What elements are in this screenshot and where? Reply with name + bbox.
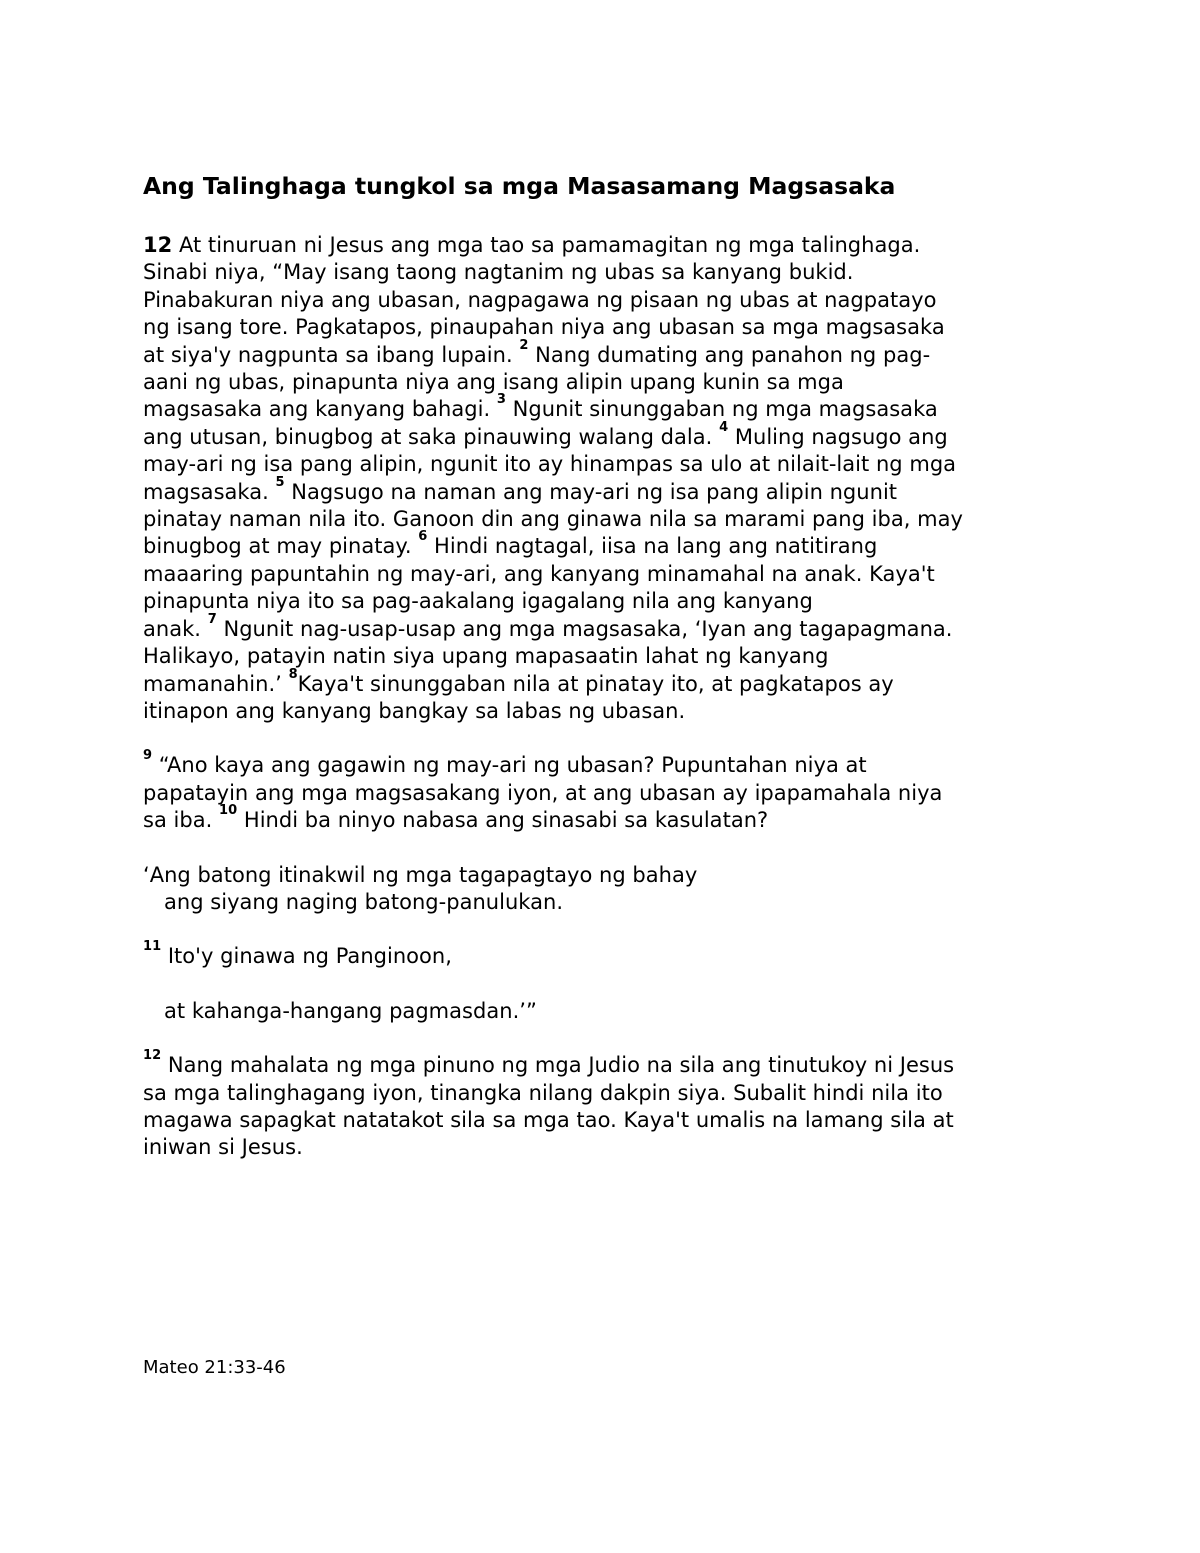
text-line: iniwan si Jesus. <box>143 1135 303 1160</box>
text-line: papatayin ang mga magsasakang iyon, at ang ubasan ay ipapamahala niya <box>143 780 943 805</box>
text-line: sa iba. $^{10}$ Hindi ba ninyo nabasa ang sinasabi sa kasulatan? <box>143 803 769 833</box>
poem-stanza-3 <box>143 998 1073 1025</box>
poem-line: ‘Ang batong itinakwil ng mga tagapagtayo ng bahay <box>143 862 698 887</box>
text-line: ang utusan, binugbog at saka pinauwing walang dala. $^4$ Muling nagsugo ang <box>143 419 948 449</box>
text-line: sa mga talinghagang iyon, tinangka nilang dakpin siya. Subalit hindi nila ito <box>143 1080 943 1105</box>
text-line: itinapon ang kanyang bangkay sa labas ng ubasan. <box>143 698 686 723</box>
verse-number: 8 <box>288 666 298 682</box>
verse-number: 12 <box>143 1048 162 1064</box>
paragraph-verse-12 <box>143 1048 1073 1162</box>
text-line: Pinabakuran niya ang ubasan, nagpagawa ng pisaan ng ubas at nagpatayo <box>143 287 937 312</box>
text-line: magsasaka ang kanyang bahagi. $^3$ Ngunit sinunggaban ng mga magsasaka <box>143 392 938 422</box>
verse-number: 3 <box>496 392 506 408</box>
verse-number: 7 <box>207 611 217 627</box>
text-line: ng isang tore. Pagkatapos, pinaupahan niya ang ubasan sa mga magsasaka <box>143 315 945 340</box>
verse-number: 5 <box>275 474 285 490</box>
verse-number: 4 <box>719 419 729 435</box>
poem-stanza-2 <box>143 939 1073 970</box>
text-line: $^9$ “Ano kaya ang gagawin ng may-ari ng ubasan? Pupuntahan niya at <box>143 748 867 778</box>
paragraph-verses-9-10 <box>143 748 1073 834</box>
text-line: pinapunta niya ito sa pag-aakalang igagalang nila ang kanyang <box>143 589 813 614</box>
paragraph-verses-1-8 <box>143 232 1073 725</box>
text-line: magawa sapagkat natatakot sila sa mga tao. Kaya't umalis na lamang sila at <box>143 1107 954 1132</box>
text-line: Halikayo, patayin natin siya upang mapasaatin lahat ng kanyang <box>143 644 829 669</box>
text-line: magsasaka. $^5$ Nagsugo na naman ang may-ari ng isa pang alipin ngunit <box>143 474 898 504</box>
text-line: at siya'y nagpunta sa ibang lupain. $^2$ Nang dumating ang panahon ng pag- <box>143 337 931 367</box>
verse-number: 11 <box>143 939 162 955</box>
poem-line: $^{11}$ Ito'y ginawa ng Panginoon, <box>143 939 452 969</box>
verse-number: 2 <box>519 337 529 353</box>
poem-line: at kahanga-hangang pagmasdan.’” <box>164 998 537 1023</box>
chapter-number: 12 <box>143 233 173 257</box>
text-line: Sinabi niya, “May isang taong nagtanim ng ubas sa kanyang bukid. <box>143 260 854 285</box>
text-line: pinatay naman nila ito. Ganoon din ang ginawa nila sa marami pang iba, may <box>143 507 963 532</box>
text-line: aani ng ubas, pinapunta niya ang isang alipin upang kunin sa mga <box>143 370 844 395</box>
text-line: 12 At tinuruan ni Jesus ang mga tao sa pamamagitan ng mga talinghaga. <box>143 233 921 257</box>
verse-number: 10 <box>219 803 238 819</box>
verse-number: 6 <box>418 529 428 545</box>
text-line: $^{12}$ Nang mahalata ng mga pinuno ng mga Judio na sila ang tinutukoy ni Jesus <box>143 1048 955 1078</box>
text-line: maaaring papuntahin ng may-ari, ang kanyang minamahal na anak. Kaya't <box>143 561 935 586</box>
scripture-reference: Mateo 21:33-46 <box>143 1357 286 1378</box>
poem-line: ang siyang naging batong-panulukan. <box>164 889 564 914</box>
poem-stanza-1 <box>143 862 1073 917</box>
verse-number: 9 <box>143 748 153 764</box>
text-line: mamanahin.’ $^8$Kaya't sinunggaban nila at pinatay ito, at pagkatapos ay <box>143 666 894 696</box>
document-page <box>143 170 1073 1162</box>
text-line: binugbog at may pinatay. $^6$ Hindi nagtagal, iisa na lang ang natitirang <box>143 529 878 559</box>
text-line: may-ari ng isa pang alipin, ngunit ito ay hinampas sa ulo at nilait-lait ng mga <box>143 452 957 477</box>
text-line: anak. $^7$ Ngunit nag-usap-usap ang mga magsasaka, ‘Iyan ang tagapagmana. <box>143 611 953 641</box>
document-title: Ang Talinghaga tungkol sa mga Masasamang Magsasaka <box>143 172 896 200</box>
